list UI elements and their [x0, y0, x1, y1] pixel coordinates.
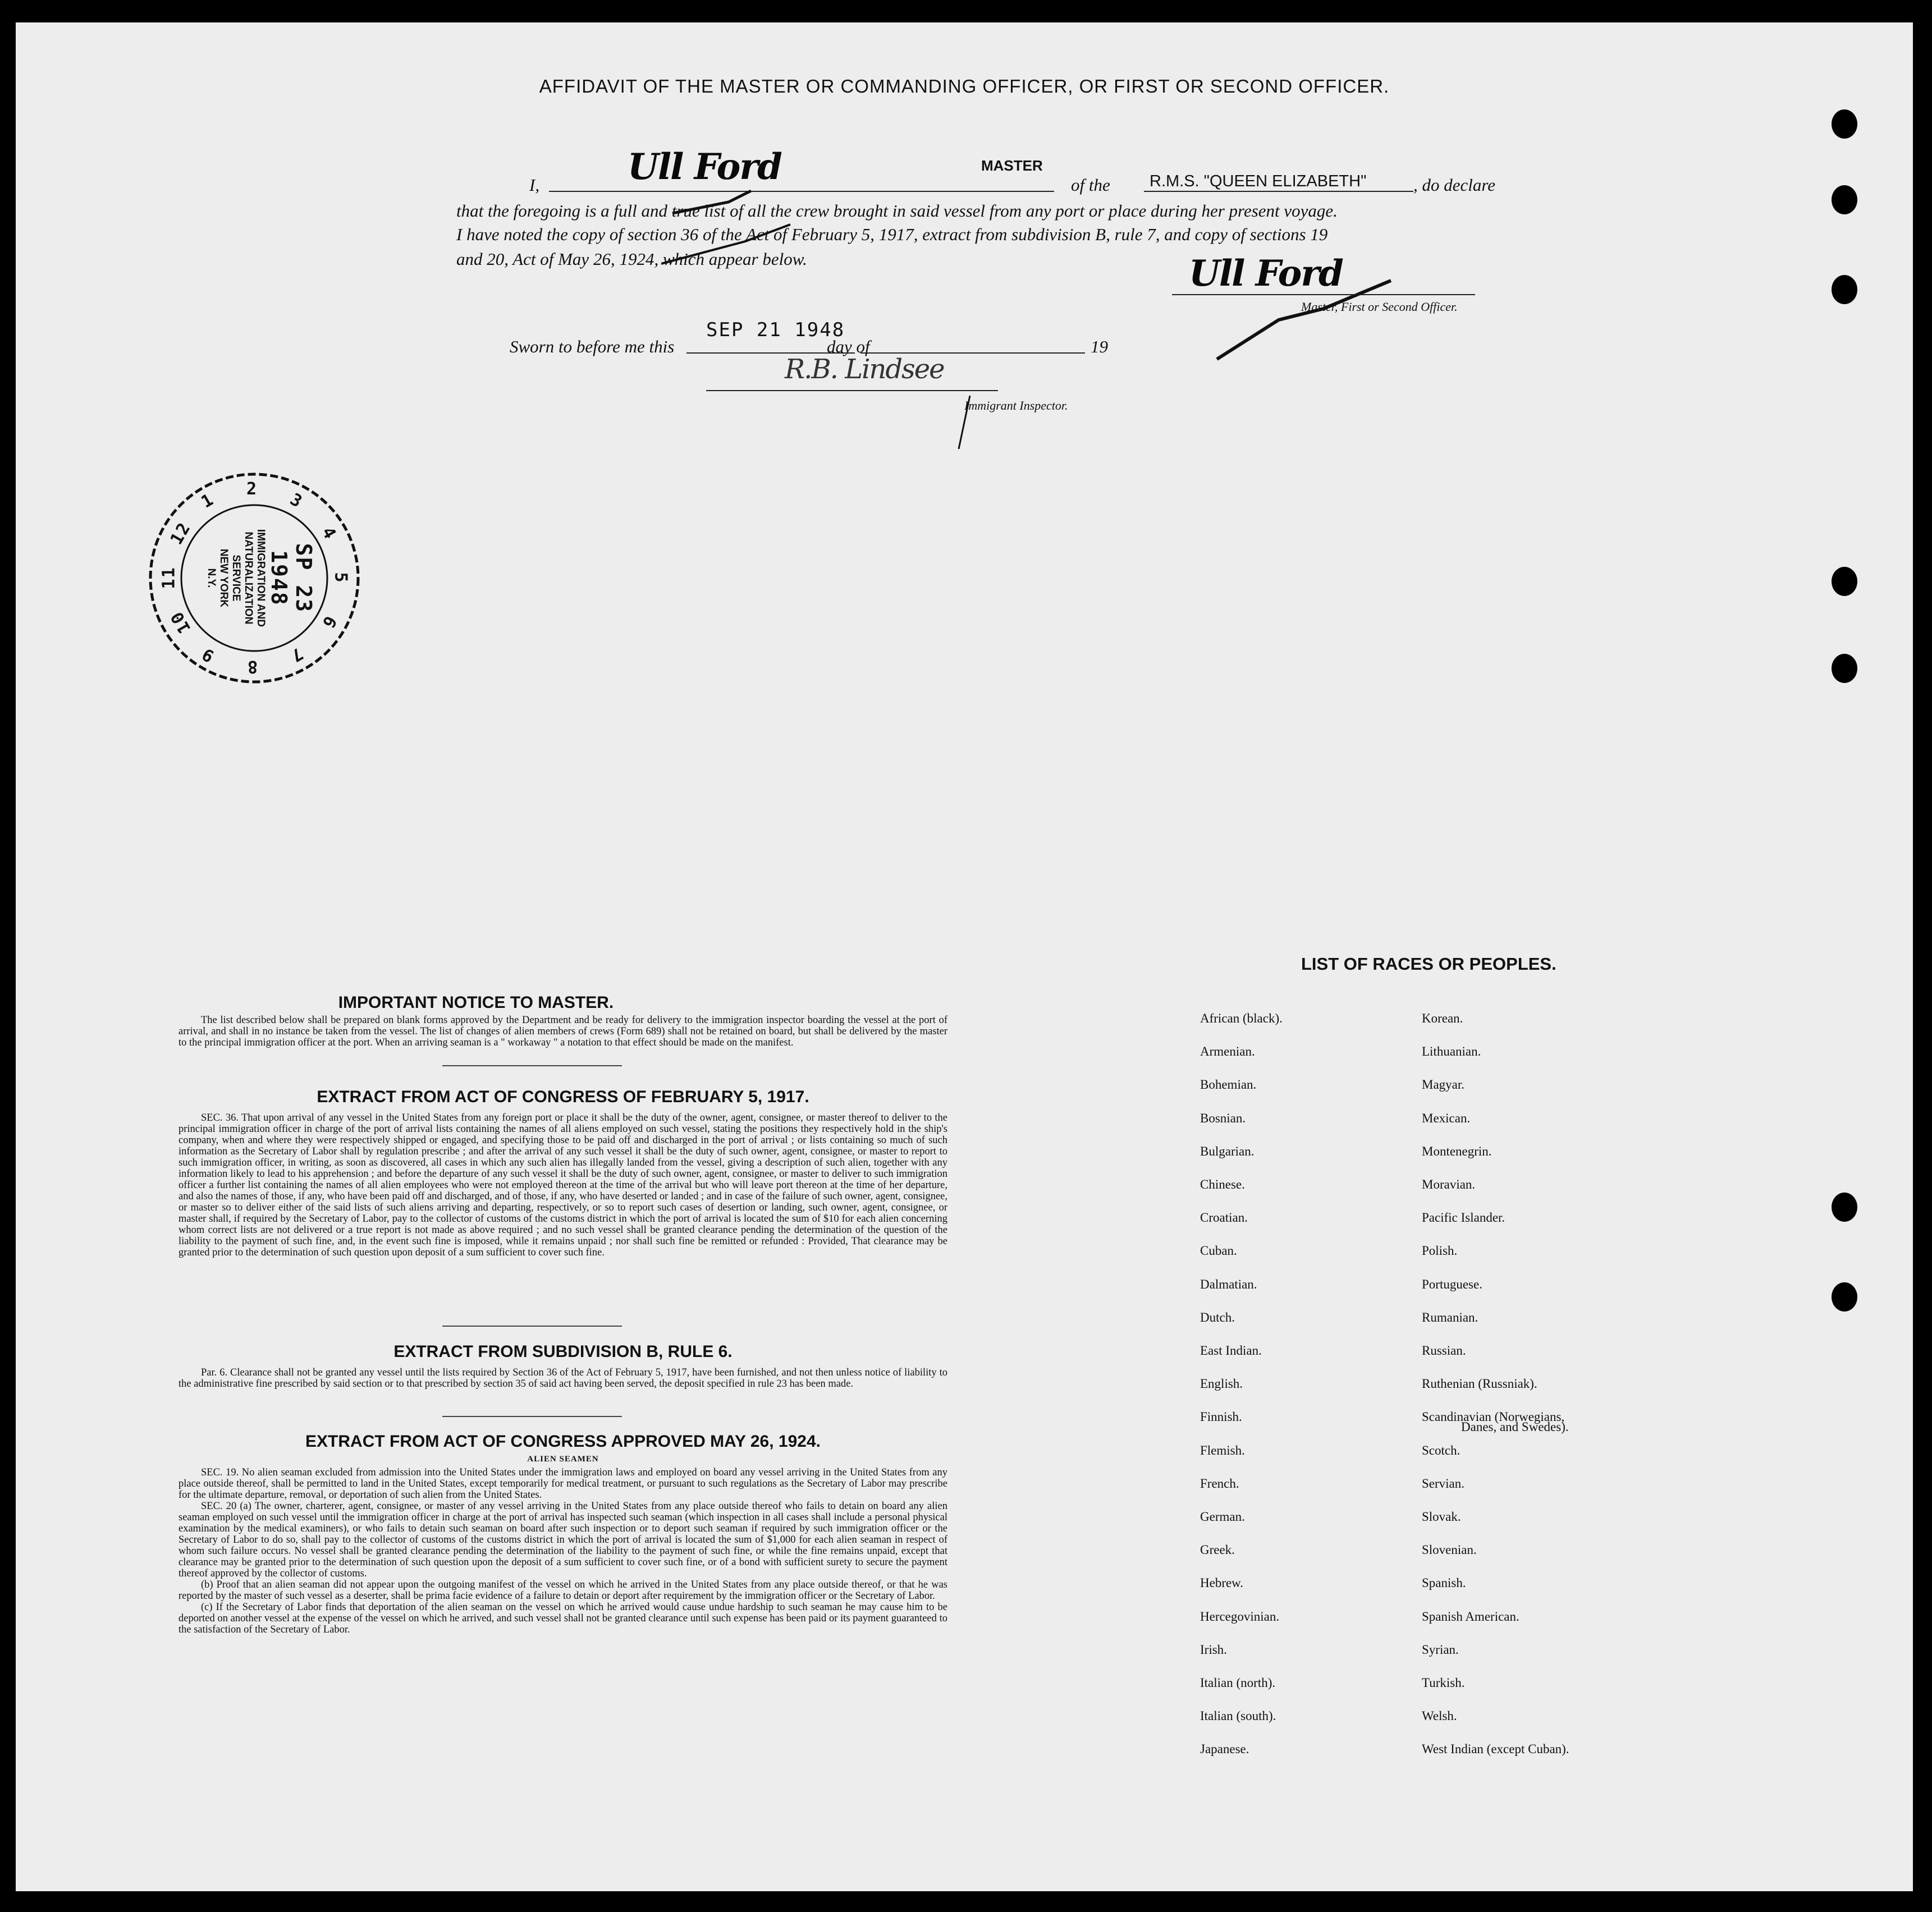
of-the-label: of the [1071, 175, 1110, 195]
race-item: English. [1200, 1377, 1243, 1391]
stamp-office-line4: NEW YORK [218, 548, 230, 608]
race-item: Slovak. [1422, 1510, 1461, 1524]
race-item: German. [1200, 1510, 1245, 1524]
stamp-office-line5: N.Y. [205, 568, 217, 588]
notice-title: IMPORTANT NOTICE TO MASTER. [338, 993, 614, 1012]
master-label: MASTER [981, 157, 1043, 174]
stamp-hour-digit: 6 [317, 612, 341, 632]
affidavit-line2: I have noted the copy of section 36 of the Act of February 5, 1917, extract from subdivision B, rule 7, and copy of sections 19 [456, 224, 1328, 244]
pen-strike-marks [661, 180, 1026, 281]
race-item: French. [1200, 1476, 1239, 1491]
race-item: Scandinavian (Norwegians, [1422, 1410, 1565, 1424]
stamp-hour-digit: 7 [286, 643, 306, 666]
vessel-name: R.M.S. "QUEEN ELIZABETH" [1150, 172, 1367, 190]
inspector-signature-line [706, 390, 998, 391]
stamp-hour-digit: 5 [331, 572, 351, 584]
race-item: Italian (south). [1200, 1709, 1276, 1723]
notice-text [178, 1015, 947, 1048]
race-item: Greek. [1200, 1543, 1235, 1557]
race-item: Polish. [1422, 1244, 1458, 1258]
receipt-stamp [142, 466, 367, 690]
divider-3 [442, 1416, 622, 1417]
race-item: Hercegovinian. [1200, 1609, 1280, 1624]
subdivision-title: EXTRACT FROM SUBDIVISION B, RULE 6. [393, 1342, 732, 1361]
race-item: Chinese. [1200, 1177, 1245, 1191]
race-item: Portuguese. [1422, 1277, 1482, 1291]
race-item: Magyar. [1422, 1077, 1465, 1092]
stamp-office-line2: NATURALIZATION [242, 531, 254, 625]
stamp-hour-digit: 12 [167, 519, 195, 548]
race-item: Korean. [1422, 1011, 1463, 1025]
master-signature-caption: Master, First or Second Officer. [1301, 300, 1458, 314]
punch-hole [1832, 1193, 1857, 1222]
race-item: Mexican. [1422, 1111, 1471, 1125]
inspector-caption: Immigrant Inspector. [964, 398, 1068, 412]
signature-stroke [1211, 269, 1413, 370]
extract-1924-para-4: (c) If the Secretary of Labor finds that deportation of the alien seaman on the vessel on which he arrived would cause undue hardship to such seaman he may cause him to be deported on another vessel at the expense of the vessel on which he arrived, and such vessel shall not be granted clearance until such expense has been paid or its payment guaranteed to the satisfaction of the Secretary of Labor. [178, 1602, 947, 1635]
race-item: Cuban. [1200, 1244, 1237, 1258]
race-item: West Indian (except Cuban). [1422, 1742, 1569, 1757]
extract-1924-title: EXTRACT FROM ACT OF CONGRESS APPROVED MAY 26, 1924. [305, 1432, 821, 1451]
stamp-center [193, 511, 316, 645]
race-item: Welsh. [1422, 1709, 1457, 1723]
race-item: Italian (north). [1200, 1676, 1276, 1690]
extract-1924-text [178, 1467, 947, 1635]
inspector-stroke [953, 393, 976, 455]
extract-1917-title: EXTRACT FROM ACT OF CONGRESS OF FEBRUARY 5, 1917. [317, 1088, 809, 1106]
extract-1924-subtitle: ALIEN SEAMEN [527, 1455, 599, 1464]
race-right-continuation: Danes, and Swedes). [1461, 1420, 1569, 1434]
sworn-label: Sworn to before me this [510, 337, 675, 356]
race-item: Irish. [1200, 1642, 1227, 1657]
race-item: Spanish American. [1422, 1609, 1519, 1624]
inspector-signature: R.B. Lindsee [785, 354, 944, 385]
stamp-hour-digit: 8 [246, 657, 258, 676]
subdivision-paragraph: Par. 6. Clearance shall not be granted any vessel until the lists required by Section 36 of the Act of February 5, 1917, have been furnished, and not then unless notice of liability to the administrative fine prescribed by said section or to that prescribed by section 35 of said act having been served, the deposit specified in rule 23 has been made. [178, 1367, 947, 1390]
master-signature: Ull Ford [1189, 253, 1343, 295]
stamp-hour-digit: 10 [167, 607, 195, 637]
stamp-hour-digit: 3 [286, 489, 306, 512]
affidavit-line1: that the foregoing is a full and true list of all the crew brought in said vessel from any port or place during her present voyage. [456, 201, 1338, 221]
race-item: Turkish. [1422, 1676, 1465, 1690]
race-item: Japanese. [1200, 1742, 1249, 1757]
stamp-hour-digit: 9 [198, 643, 218, 666]
race-item: East Indian. [1200, 1344, 1262, 1358]
document-page [16, 22, 1913, 1891]
i-label: I, [529, 175, 540, 195]
affidavit-line3: and 20, Act of May 26, 1924, which appear below. [456, 249, 807, 269]
race-item: Dutch. [1200, 1310, 1235, 1324]
subdivision-text [178, 1367, 947, 1390]
race-item: Bulgarian. [1200, 1144, 1255, 1158]
stamp-office-line3: SERVICE [230, 554, 242, 602]
extract-1924-para-1: SEC. 19. No alien seaman excluded from admission into the United States under the immigration laws and employed on board any vessel arriving in the United States from any place outside thereof, shall be permitted to land in the United States, except temporarily for medical treatment, or pursuant to such regulations as the Secretary of Labor may prescribe for the ultimate departure, removal, or deportation of such alien from the United States. [178, 1467, 947, 1501]
race-item: Flemish. [1200, 1443, 1245, 1457]
race-item: Bosnian. [1200, 1111, 1246, 1125]
show-through-text [1110, 415, 1129, 499]
stamp-hour-digit: 1 [198, 489, 218, 512]
do-declare: , do declare [1413, 175, 1496, 195]
punch-hole [1832, 109, 1857, 139]
punch-hole [1832, 1282, 1857, 1312]
extract-1917-paragraph: SEC. 36. That upon arrival of any vessel in the United States from any foreign port or place it shall be the duty of the owner, agent, consignee, or master thereof to deliver to the principal immigration officer in charge of the port of arrival lists containing the names of all aliens employed on such vessel, stating the positions they respectively hold in the ship's company, when and where they were respectively shipped or engaged, and specifying those to be paid off and discharged in the port of arrival ; or lists containing so much of such information as the Secretary of Labor shall by regulation prescribe ; and after the arrival of any such vessel it shall be the duty of such owner, agent, consignee, or master to report to such immigration officer, in writing, as soon as discovered, all cases in which any such alien has illegally landed from the vessel, giving a description of such alien, together with any information likely to lead to his apprehension ; and before the departure of any such vessel it shall be the duty of such owner, agent, consignee, or master to deliver to such immigration officer a further list containing the names of all alien employees who were not employed thereon at the time of the arrival but who will leave port thereon at the time of her departure, and also the names of those, if any, who have been paid off and discharged, and of those, if any, who have deserted or landed ; and in case of the failure of such owner, agent, consignee, or master so to deliver either of the said lists of such aliens arriving and departing, respectively, or so to report such cases of desertion or landing, such owner, agent, consignee, or master shall, if required by the Secretary of Labor, pay to the collector of customs of the customs district in which the port of arrival is located the sum of $10 for each alien concerning whom correct lists are not delivered or a true report is not made as above required ; and no such vessel shall be granted clearance pending the determination of the question of the liability to the payment of such fine, and, in the event such fine is imposed, while it remains unpaid ; nor shall such fine be remitted or refunded : Provided, That clearance may be granted prior to the determination of such question upon deposit of a sum sufficient to cover such fine. [178, 1112, 947, 1258]
race-item: Scotch. [1422, 1443, 1461, 1457]
race-item: Ruthenian (Russniak). [1422, 1377, 1537, 1391]
race-item: Servian. [1422, 1476, 1465, 1491]
race-item: Pacific Islander. [1422, 1211, 1505, 1225]
race-item: Moravian. [1422, 1177, 1476, 1191]
extract-1924-para-3: (b) Proof that an alien seaman did not appear upon the outgoing manifest of the vessel on which he arrived in the United States from any place outside thereof, or that he was reported by the master of such vessel as a deserter, shall be prima facie evidence of a failure to detain or deport after requirement by the immigration officer or the Secretary of Labor. [178, 1579, 947, 1602]
master-signature-line [1172, 294, 1475, 295]
stamp-hour-digit: 4 [317, 524, 341, 543]
divider-2 [442, 1326, 622, 1327]
race-item: Syrian. [1422, 1642, 1459, 1657]
year-prefix: 19 [1091, 337, 1108, 356]
punch-hole [1832, 654, 1857, 683]
vessel-line [1144, 191, 1413, 192]
day-of-label: day of [827, 337, 870, 356]
extract-1924-para-2: SEC. 20 (a) The owner, charterer, agent, consignee, or master of any vessel arriving in the United States from any place outside thereof who fails to detain on board any alien seaman employed on such vessel until the immigration officer in charge at the port of arrival has inspected such seaman (which inspection in all cases shall include a personal physical examination by the medical examiners), or who fails to detain such seaman on board after such inspection or to deport such seaman if required by such immigration officer or the Secretary of Labor to do so, shall pay to the collector of customs of the customs district in which the port of arrival is located the sum of $1,000 for each alien seaman in respect of whom such failure occurs. No vessel shall be granted clearance pending the determination of the liability to the payment of such fine, or while the fine remains unpaid, except that clearance may be granted prior to the determination of such question upon the deposit of a sum sufficient to cover such fine, or of a bond with sufficient surety to secure the payment thereof approved by the collector of customs. [178, 1501, 947, 1579]
race-item: Russian. [1422, 1344, 1466, 1358]
race-item: Hebrew. [1200, 1576, 1244, 1590]
race-item: Lithuanian. [1422, 1044, 1481, 1059]
stamp-date: SP 23 1948 [267, 543, 316, 613]
punch-hole [1832, 185, 1857, 214]
stamp-hour-digit: 11 [159, 566, 179, 589]
race-item: African (black). [1200, 1011, 1283, 1025]
race-item: Montenegrin. [1422, 1144, 1492, 1158]
race-item: Rumanian. [1422, 1310, 1478, 1324]
race-item: Spanish. [1422, 1576, 1466, 1590]
stamp-hour-digit: 2 [246, 479, 258, 499]
divider-1 [442, 1065, 622, 1066]
race-item: Croatian. [1200, 1211, 1248, 1225]
race-item: Slovenian. [1422, 1543, 1477, 1557]
races-title: LIST OF RACES OR PEOPLES. [1301, 954, 1556, 974]
stamp-office-line1: IMMIGRATION AND [255, 529, 267, 627]
affidavit-title: AFFIDAVIT OF THE MASTER OR COMMANDING OFFICER, OR FIRST OR SECOND OFFICER. [539, 76, 1390, 97]
master-signature-top: Ull Ford [628, 146, 781, 188]
extract-1917-text [178, 1112, 947, 1258]
notice-paragraph: The list described below shall be prepared on blank forms approved by the Department and be ready for delivery to the immigration inspector boarding the vessel at the port of arrival, and shall in no instance be taken from the vessel. The list of changes of alien members of crews (Form 689) shall not be retained on board, but shall be delivered by the master to the principal immigration officer at the port. When an arriving seaman is a " workaway " a notation to that effect should be made on the manifest. [178, 1015, 947, 1048]
punch-hole [1832, 275, 1857, 304]
race-item: Armenian. [1200, 1044, 1255, 1059]
sworn-date: SEP 21 1948 [706, 319, 845, 341]
race-item: Finnish. [1200, 1410, 1242, 1424]
race-item: Bohemian. [1200, 1077, 1257, 1092]
race-item: Dalmatian. [1200, 1277, 1257, 1291]
punch-hole [1832, 567, 1857, 596]
